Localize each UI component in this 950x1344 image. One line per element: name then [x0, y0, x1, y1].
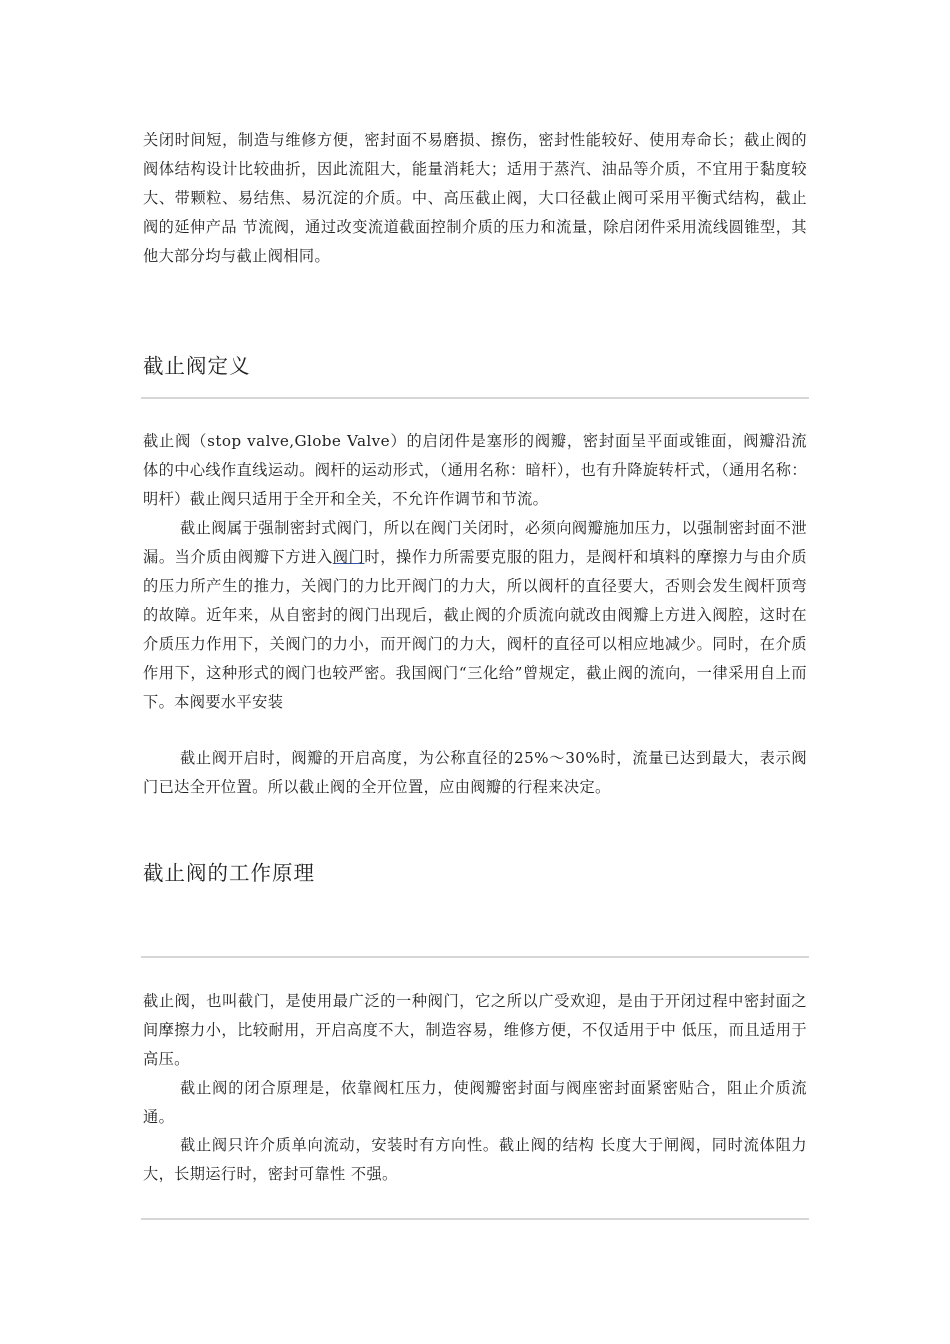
intro-paragraph: 关闭时间短，制造与维修方便，密封面不易磨损、擦伤，密封性能较好、使用寿命长；截止阀的阀体结构设计比较曲折，因此流阻大，能量消耗大；适用于蒸汽、油品等介质，不宜用于黏度较大、带颗粒、易结焦、易沉淀的介质。中、高压截止阀，大口径截止阀可采用平衡式结构，截止阀的延伸产品 节流阀，通过改变流道截面控制介质的压力和流量，除启闭件采用流线圆锥型，其他大部分均与截止阀相同。 [143, 131, 807, 265]
section-divider [141, 397, 809, 399]
principle-paragraph-2: 截止阀的闭合原理是，依靠阀杠压力，使阀瓣密封面与阀座密封面紧密贴合，阻止介质流通。 [143, 1079, 807, 1126]
valve-link[interactable]: 阀门 [332, 548, 365, 566]
section-heading-working-principle: 截止阀的工作原理 [143, 861, 315, 885]
definition-paragraph-2-part-b: 时，操作力所需要克服的阻力，是阀杆和填料的摩擦力与由介质的压力所产生的推力，关阀门的力比开阀门的力大，所以阀杆的直径要大，否则会发生阀杆顶弯的故障。近年来，从自密封的阀门出现后，截止阀的介质流向就改由阀瓣上方进入阀腔，这时在介质压力作用下，关阀门的力小，而开阀门的力大，阀杆的直径可以相应地减少。同时，在介质作用下，这种形式的阀门也较严密。我国阀门“三化给”曾规定，截止阀的流向，一律采用自上而下。本阀要水平安装 [143, 548, 807, 711]
principle-paragraph-3: 截止阀只许介质单向流动，安装时有方向性。截止阀的结构 长度大于闸阀，同时流体阻力大，长期运行时，密封可靠性 不强。 [143, 1136, 807, 1183]
definition-paragraph-1: 截止阀（stop valve,Globe Valve）的启闭件是塞形的阀瓣，密封面呈平面或锥面，阀瓣沿流体的中心线作直线运动。阀杆的运动形式，（通用名称：暗杆），也有升降旋转杆式，（通用名称：明杆）截止阀只适用于全开和全关，不允许作调节和节流。 [143, 432, 807, 508]
definition-paragraph-3: 截止阀开启时，阀瓣的开启高度，为公称直径的25%～30%时，流量已达到最大，表示阀门已达全开位置。所以截止阀的全开位置，应由阀瓣的行程来决定。 [143, 749, 807, 796]
section-divider [141, 1218, 809, 1220]
principle-paragraph-1: 截止阀，也叫截门，是使用最广泛的一种阀门，它之所以广受欢迎，是由于开闭过程中密封面之间摩擦力小，比较耐用，开启高度不大，制造容易，维修方便，不仅适用于中 低压，而且适用于高压。 [143, 992, 807, 1068]
definition-paragraph-2-part-a: 截止阀属于强制密封式阀门，所以在阀门关闭时，必须向阀瓣施加压力，以强制密封面不泄漏。当介质由阀瓣下方进入 [143, 519, 807, 566]
section-divider [141, 956, 809, 958]
definition-paragraph-2 [143, 514, 807, 717]
section-heading-definition: 截止阀定义 [143, 354, 251, 378]
